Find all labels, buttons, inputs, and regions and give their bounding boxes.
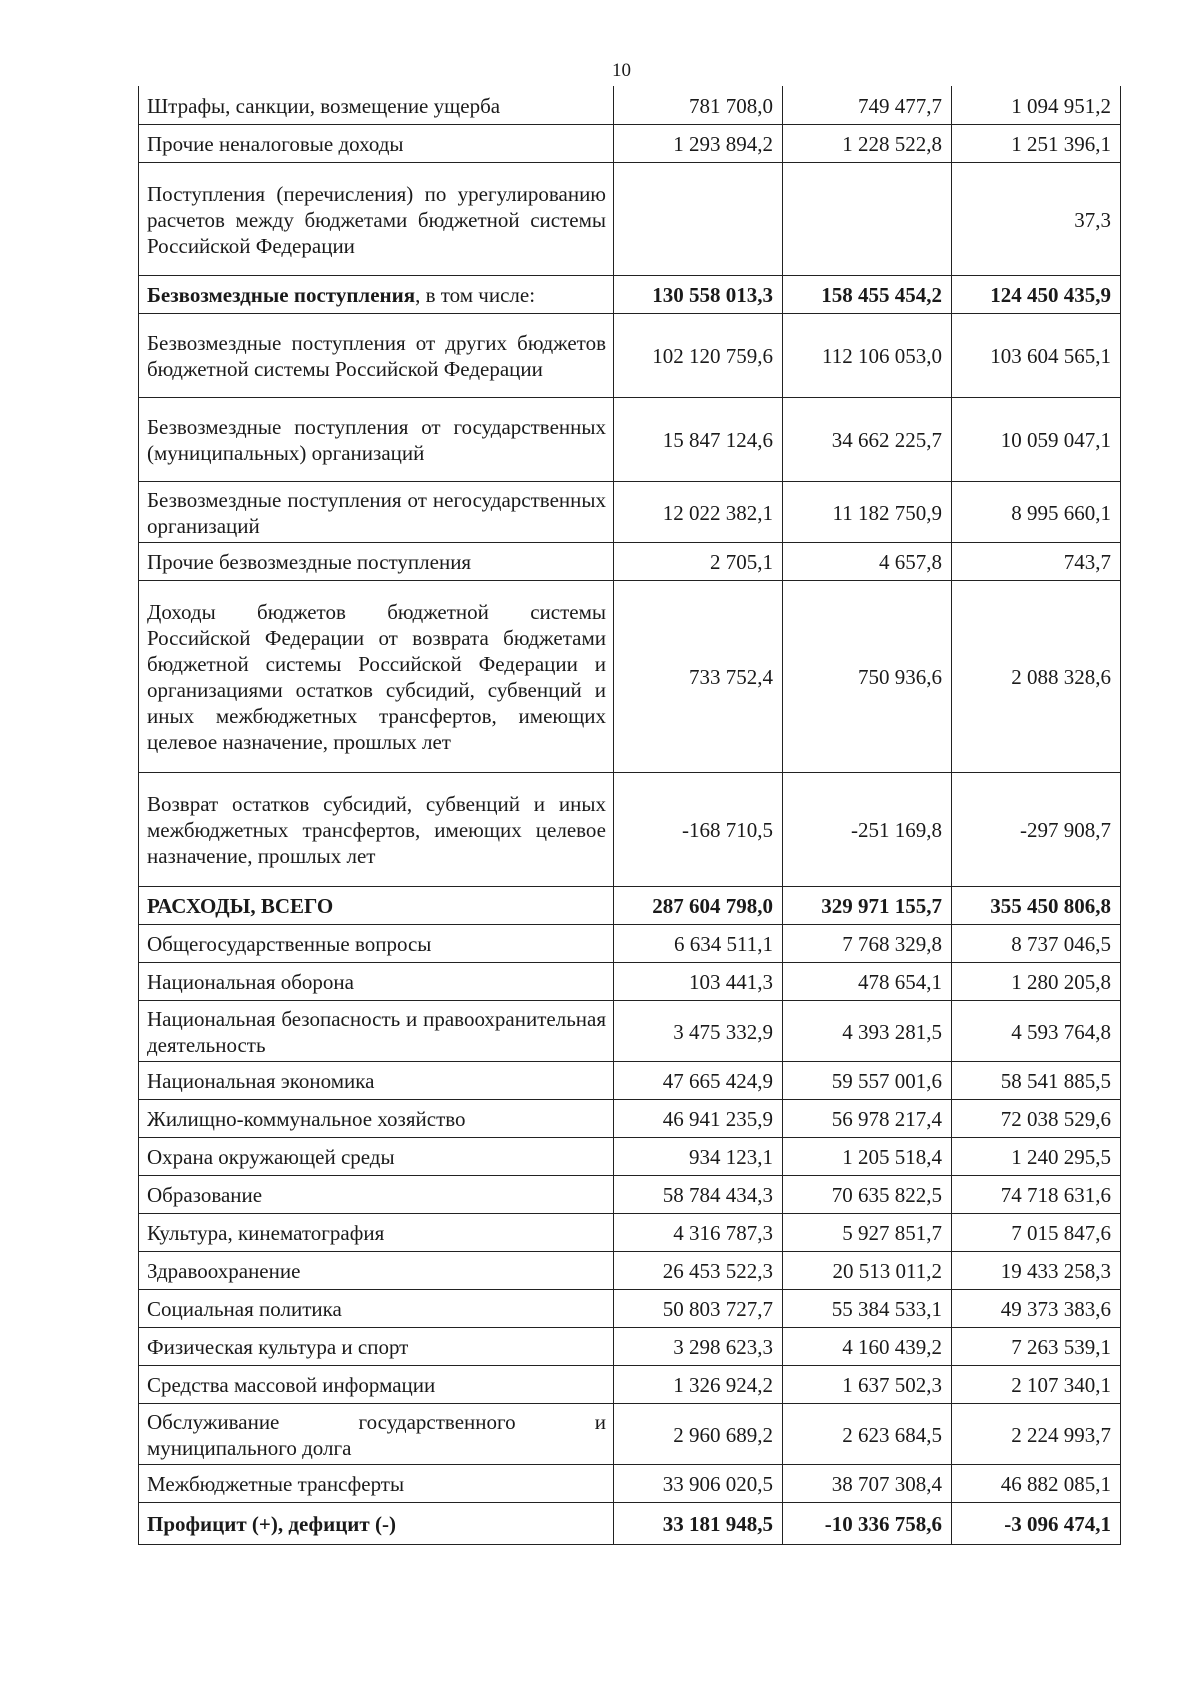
- row-label: Межбюджетные трансферты: [139, 1464, 614, 1502]
- row-value-col2: 59 557 001,6: [783, 1061, 952, 1099]
- row-value-col2: 38 707 308,4: [783, 1464, 952, 1502]
- row-value-col1: 1 326 924,2: [614, 1365, 783, 1403]
- row-value-col3: 743,7: [952, 542, 1121, 580]
- row-value-col2: 70 635 822,5: [783, 1175, 952, 1213]
- row-label: Обслуживание государственного и муниципального долга: [139, 1403, 614, 1464]
- row-value-col3: 1 280 205,8: [952, 962, 1121, 1000]
- row-value-col2: 1 205 518,4: [783, 1137, 952, 1175]
- row-value-col2: 4 657,8: [783, 542, 952, 580]
- table-row: [139, 1175, 1121, 1213]
- table-row: [139, 275, 1121, 313]
- row-value-col1: 2 960 689,2: [614, 1403, 783, 1464]
- row-value-col1: 781 708,0: [614, 86, 783, 124]
- row-label: Прочие безвозмездные поступления: [139, 542, 614, 580]
- row-value-col3: 8 995 660,1: [952, 481, 1121, 542]
- row-label: Образование: [139, 1175, 614, 1213]
- table-row: [139, 1000, 1121, 1061]
- row-value-col1: [614, 162, 783, 275]
- row-value-col1: 12 022 382,1: [614, 481, 783, 542]
- row-value-col1: 47 665 424,9: [614, 1061, 783, 1099]
- table-row: [139, 162, 1121, 275]
- table-row: [139, 1502, 1121, 1544]
- row-value-col3: 4 593 764,8: [952, 1000, 1121, 1061]
- table-row: [139, 124, 1121, 162]
- row-value-col1: -168 710,5: [614, 772, 783, 886]
- row-value-col1: 26 453 522,3: [614, 1251, 783, 1289]
- row-value-col3: 58 541 885,5: [952, 1061, 1121, 1099]
- row-value-col2: 2 623 684,5: [783, 1403, 952, 1464]
- row-label: Возврат остатков субсидий, субвенций и иных межбюджетных трансфертов, имеющих целевое назначение, прошлых лет: [139, 772, 614, 886]
- row-value-col2: 1 637 502,3: [783, 1365, 952, 1403]
- row-value-col1: 1 293 894,2: [614, 124, 783, 162]
- row-value-col3: 1 094 951,2: [952, 86, 1121, 124]
- row-label: Штрафы, санкции, возмещение ущерба: [139, 86, 614, 124]
- row-value-col3: 2 088 328,6: [952, 580, 1121, 772]
- table-row: [139, 397, 1121, 481]
- row-label: [139, 275, 614, 313]
- row-value-col2: 1 228 522,8: [783, 124, 952, 162]
- row-value-col3: 7 015 847,6: [952, 1213, 1121, 1251]
- row-value-col2: 7 768 329,8: [783, 924, 952, 962]
- row-value-col3: 2 224 993,7: [952, 1403, 1121, 1464]
- row-value-col2: 112 106 053,0: [783, 313, 952, 397]
- row-value-col2: 750 936,6: [783, 580, 952, 772]
- row-label: Доходы бюджетов бюджетной системы Российской Федерации от возврата бюджетами бюджетной системы Российской Федерации и организациями остатков субсидий, субвенций и иных межбюджетных трансфертов, имеющих целевое назначение, прошлых лет: [139, 580, 614, 772]
- row-value-col1: 15 847 124,6: [614, 397, 783, 481]
- row-value-col1: 4 316 787,3: [614, 1213, 783, 1251]
- row-label: Средства массовой информации: [139, 1365, 614, 1403]
- table-row: [139, 481, 1121, 542]
- row-value-col1: 103 441,3: [614, 962, 783, 1000]
- row-label: Профицит (+), дефицит (-): [139, 1502, 614, 1544]
- row-label: Социальная политика: [139, 1289, 614, 1327]
- row-value-col3: 10 059 047,1: [952, 397, 1121, 481]
- row-value-col2: 4 393 281,5: [783, 1000, 952, 1061]
- table-row: [139, 1365, 1121, 1403]
- table-row: [139, 1464, 1121, 1502]
- table-row: [139, 1289, 1121, 1327]
- table-row: [139, 1327, 1121, 1365]
- row-value-col2: 56 978 217,4: [783, 1099, 952, 1137]
- table-row: [139, 1251, 1121, 1289]
- row-label-suffix: , в том числе:: [415, 283, 536, 307]
- row-value-col2: 749 477,7: [783, 86, 952, 124]
- row-label: Прочие неналоговые доходы: [139, 124, 614, 162]
- table-row: [139, 1099, 1121, 1137]
- row-label: Поступления (перечисления) по урегулированию расчетов между бюджетами бюджетной системы Российской Федерации: [139, 162, 614, 275]
- row-value-col3: 49 373 383,6: [952, 1289, 1121, 1327]
- row-value-col2: 158 455 454,2: [783, 275, 952, 313]
- row-value-col1: 733 752,4: [614, 580, 783, 772]
- row-label: Безвозмездные поступления от негосударственных организаций: [139, 481, 614, 542]
- row-label: Национальная безопасность и правоохранительная деятельность: [139, 1000, 614, 1061]
- row-label: Безвозмездные поступления от государственных (муниципальных) организаций: [139, 397, 614, 481]
- row-value-col2: 4 160 439,2: [783, 1327, 952, 1365]
- table-row: [139, 962, 1121, 1000]
- row-value-col1: 58 784 434,3: [614, 1175, 783, 1213]
- row-value-col1: 2 705,1: [614, 542, 783, 580]
- row-value-col2: 11 182 750,9: [783, 481, 952, 542]
- row-label: Жилищно-коммунальное хозяйство: [139, 1099, 614, 1137]
- table-row: [139, 1403, 1121, 1464]
- row-value-col2: 329 971 155,7: [783, 886, 952, 924]
- row-value-col2: -10 336 758,6: [783, 1502, 952, 1544]
- page-number: 10: [612, 60, 631, 81]
- row-value-col1: 33 181 948,5: [614, 1502, 783, 1544]
- row-value-col3: 7 263 539,1: [952, 1327, 1121, 1365]
- row-value-col3: 103 604 565,1: [952, 313, 1121, 397]
- budget-table: [138, 86, 1121, 1545]
- row-value-col1: 130 558 013,3: [614, 275, 783, 313]
- row-value-col1: 287 604 798,0: [614, 886, 783, 924]
- table-body: [139, 86, 1121, 1544]
- row-label: Национальная оборона: [139, 962, 614, 1000]
- table-row: [139, 772, 1121, 886]
- row-label: Безвозмездные поступления от других бюджетов бюджетной системы Российской Федерации: [139, 313, 614, 397]
- table-row: [139, 86, 1121, 124]
- row-value-col3: 46 882 085,1: [952, 1464, 1121, 1502]
- table-row: [139, 924, 1121, 962]
- row-value-col1: 6 634 511,1: [614, 924, 783, 962]
- table-row: [139, 1061, 1121, 1099]
- table-row: [139, 1213, 1121, 1251]
- row-label: Национальная экономика: [139, 1061, 614, 1099]
- row-value-col3: 1 240 295,5: [952, 1137, 1121, 1175]
- row-value-col1: 102 120 759,6: [614, 313, 783, 397]
- row-value-col3: -297 908,7: [952, 772, 1121, 886]
- row-value-col3: 2 107 340,1: [952, 1365, 1121, 1403]
- row-value-col1: 33 906 020,5: [614, 1464, 783, 1502]
- table-row: [139, 1137, 1121, 1175]
- row-value-col3: 72 038 529,6: [952, 1099, 1121, 1137]
- row-value-col2: 478 654,1: [783, 962, 952, 1000]
- row-value-col3: 355 450 806,8: [952, 886, 1121, 924]
- row-value-col3: 74 718 631,6: [952, 1175, 1121, 1213]
- row-value-col2: -251 169,8: [783, 772, 952, 886]
- row-value-col2: [783, 162, 952, 275]
- row-value-col1: 3 475 332,9: [614, 1000, 783, 1061]
- row-label: Общегосударственные вопросы: [139, 924, 614, 962]
- row-label: РАСХОДЫ, ВСЕГО: [139, 886, 614, 924]
- row-value-col3: 19 433 258,3: [952, 1251, 1121, 1289]
- row-value-col3: 37,3: [952, 162, 1121, 275]
- row-value-col2: 34 662 225,7: [783, 397, 952, 481]
- row-value-col3: 1 251 396,1: [952, 124, 1121, 162]
- row-value-col2: 20 513 011,2: [783, 1251, 952, 1289]
- row-label: Культура, кинематография: [139, 1213, 614, 1251]
- row-label-bold: Безвозмездные поступления: [147, 283, 416, 307]
- row-value-col2: 5 927 851,7: [783, 1213, 952, 1251]
- table-row: [139, 542, 1121, 580]
- row-value-col3: 8 737 046,5: [952, 924, 1121, 962]
- row-value-col1: 50 803 727,7: [614, 1289, 783, 1327]
- row-label: Физическая культура и спорт: [139, 1327, 614, 1365]
- row-value-col1: 46 941 235,9: [614, 1099, 783, 1137]
- row-value-col3: 124 450 435,9: [952, 275, 1121, 313]
- row-value-col3: -3 096 474,1: [952, 1502, 1121, 1544]
- table-row: [139, 886, 1121, 924]
- row-value-col1: 934 123,1: [614, 1137, 783, 1175]
- row-label: Охрана окружающей среды: [139, 1137, 614, 1175]
- row-value-col1: 3 298 623,3: [614, 1327, 783, 1365]
- table-row: [139, 580, 1121, 772]
- row-label: Здравоохранение: [139, 1251, 614, 1289]
- table-row: [139, 313, 1121, 397]
- row-value-col2: 55 384 533,1: [783, 1289, 952, 1327]
